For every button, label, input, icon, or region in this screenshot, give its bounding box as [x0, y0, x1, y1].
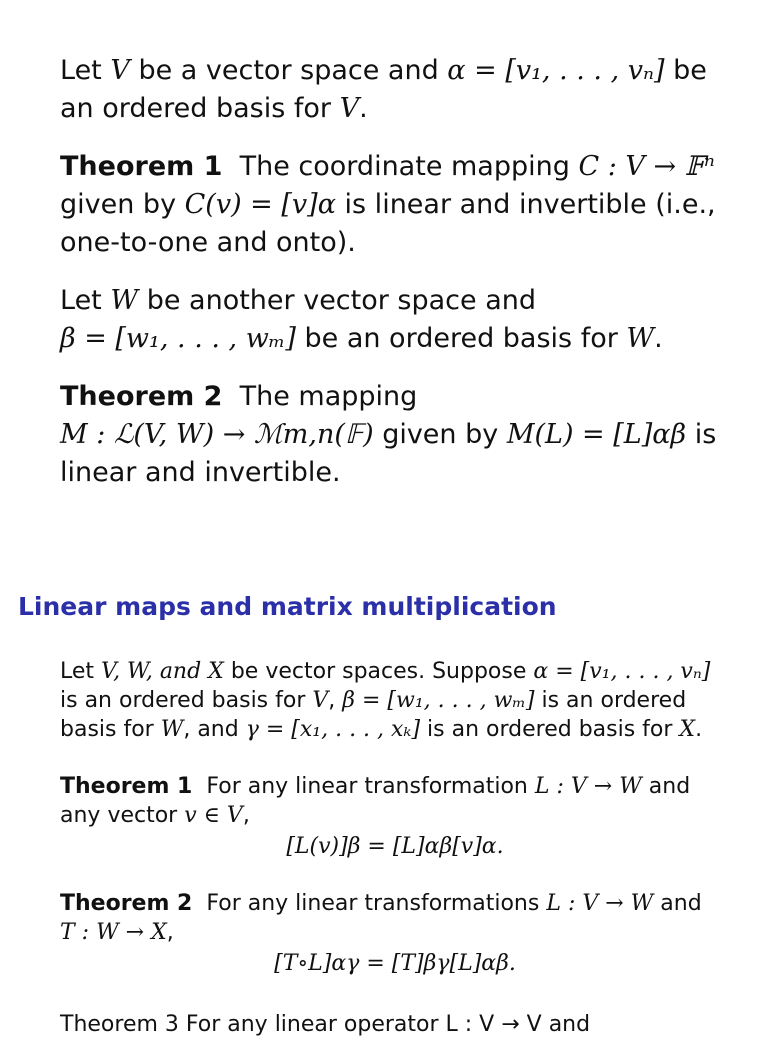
theorem-label: Theorem 1: [60, 151, 223, 182]
theorem-3-partial: Theorem 3 For any linear operator L : V → V and: [60, 1012, 591, 1037]
display-equation-2: [T∘L]αγ = [T]βγ[L]αβ.: [274, 951, 516, 976]
theorem-1-coordinates: Theorem 1 For any linear transformation L : V → W and any vector v ∈ V, [L(v)]β = [L]αβ[v]α.: [60, 772, 730, 861]
basis-intro-paragraph: Let V be a vector space and α = [v₁, . . . , vₙ] be an ordered basis for V.: [60, 55, 707, 124]
theorem-2-matrix-mapping: Theorem 2 The mapping M : ℒ(V, W) → ℳm,n(𝔽) given by M(L) = [L]αβ is linear and invertible.: [60, 381, 717, 488]
top-block: [60, 52, 730, 512]
theorem-1-coordinate-mapping: Theorem 1 The coordinate mapping C : V → 𝔽ⁿ given by C(v) = [v]α is linear and invertible (i.e., one-to-one and onto).: [60, 151, 716, 258]
section-title: Linear maps and matrix multiplication: [18, 592, 557, 621]
spaces-intro-paragraph: Let V, W, and X be vector spaces. Suppose α = [v₁, . . . , vₙ] is an ordered basis for V, β = [w₁, . . . , wₘ] is an ordered basis for W, and γ = [x₁, . . . , xₖ] is an ordered basis for X.: [60, 659, 711, 742]
beta-basis: β = [w₁, . . . , wₘ]: [60, 323, 296, 354]
display-equation-1: [L(v)]β = [L]αβ[v]α.: [286, 834, 504, 859]
theorem-label: Theorem 1: [60, 774, 193, 799]
bottom-block: [60, 657, 730, 1006]
alpha-basis: α = [v₁, . . . , vₙ]: [447, 55, 665, 86]
second-space-paragraph: Let W be another vector space and β = [w₁, . . . , wₘ] be an ordered basis for W.: [60, 285, 663, 354]
theorem-label: Theorem 2: [60, 381, 223, 412]
theorem-label: Theorem 2: [60, 891, 193, 916]
theorem-2-composition: Theorem 2 For any linear transformations L : V → W and T : W → X, [T∘L]αγ = [T]βγ[L]αβ.: [60, 889, 730, 978]
